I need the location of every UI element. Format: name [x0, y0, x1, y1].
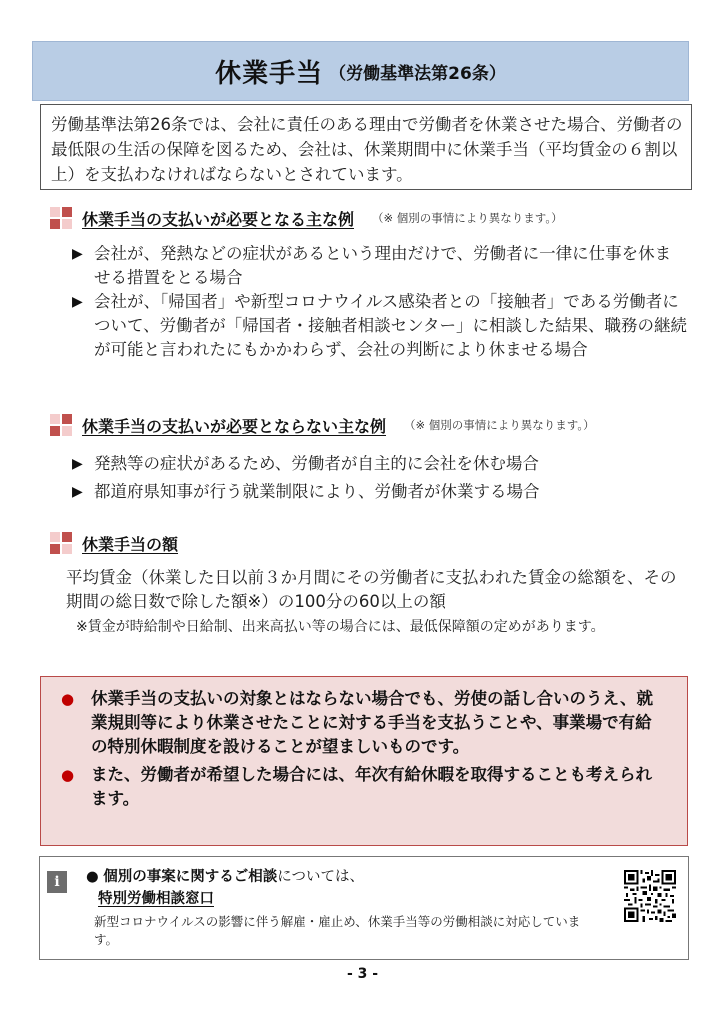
intro-box: 労働基準法第26条では、会社に責任のある理由で労働者を休業させた場合、労働者の最低限の生活の保障を図るため、会社は、休業期間中に休業手当（平均賃金の６割以上）を支払わなければならないとされています。: [40, 104, 692, 190]
page-title: 休業手当: [215, 58, 324, 89]
notice-item: ● 休業手当の支払いの対象とはならない場合でも、労使の話し合いのうえ、就業規則等により休業させたことに対する手当を支払うことや、事業場で有給の特別休暇制度を設けることが望ましいものです。: [61, 687, 667, 759]
qr-code-icon[interactable]: [624, 870, 676, 922]
list-item: ▶ 都道府県知事が行う就業制限により、労働者が休業する場合: [72, 480, 687, 504]
section-heading-amount: [50, 531, 178, 555]
section-title: 休業手当の支払いが必要とならない主な例: [82, 416, 387, 436]
consultation-window-name: 特別労働相談窓口: [98, 891, 214, 907]
section-square-icon: [50, 414, 72, 436]
section-title: 休業手当の支払いが必要となる主な例: [82, 209, 355, 229]
triangle-bullet-icon: ▶: [72, 456, 83, 472]
list-item: ▶ 会社が、「帰国者」や新型コロナウイルス感染者との「接触者」である労働者について、労働者が「帰国者・接触者相談センター」に相談した結果、職務の継続が可能と言われたにもかかわらず、会社の判断により休ませる場合: [72, 290, 687, 362]
amount-footnote: ※賃金が時給制や日給制、出来高払い等の場合には、最低保障額の定めがあります。: [76, 619, 605, 635]
notice-box: [40, 676, 688, 846]
notice-item: ● また、労働者が希望した場合には、年次有給休暇を取得することも考えられます。: [61, 763, 667, 811]
section-note: （※ 個別の事情により異なります。）: [404, 418, 595, 432]
section-square-icon: [50, 532, 72, 554]
amount-description: 平均賃金（休業した日以前３か月間にその労働者に支払われた賃金の総額を、その期間の総日数で除した額※）の100分の60以上の額: [66, 568, 677, 611]
page-number: - 3 -: [346, 966, 379, 982]
section-heading-not-required: [50, 413, 595, 437]
list-item: ▶ 発熱等の症状があるため、労働者が自主的に会社を休む場合: [72, 452, 687, 476]
info-icon: i: [47, 871, 67, 893]
page-title-law-ref: （労働基準法第26条）: [329, 63, 506, 84]
section-title: 休業手当の額: [82, 534, 179, 554]
consultation-lead: ● 個別の事案に関するご相談については、: [86, 869, 364, 885]
triangle-bullet-icon: ▶: [72, 484, 83, 500]
triangle-bullet-icon: ▶: [72, 294, 83, 310]
triangle-bullet-icon: ▶: [72, 246, 83, 262]
section-note: （※ 個別の事情により異なります。）: [372, 211, 563, 225]
red-dot-bullet-icon: ●: [61, 766, 75, 784]
black-dot-bullet-icon: ●: [86, 869, 99, 885]
page-title-bar: [32, 41, 689, 101]
list-item: ▶ 会社が、発熱などの症状があるという理由だけで、労働者に一律に仕事を休ませる措置をとる場合: [72, 242, 687, 290]
section-square-icon: [50, 207, 72, 229]
red-dot-bullet-icon: ●: [61, 690, 75, 708]
section-heading-required: [50, 206, 563, 230]
consultation-detail: 新型コロナウイルスの影響に伴う解雇・雇止め、休業手当等の労働相談に対応しています。: [94, 914, 581, 947]
